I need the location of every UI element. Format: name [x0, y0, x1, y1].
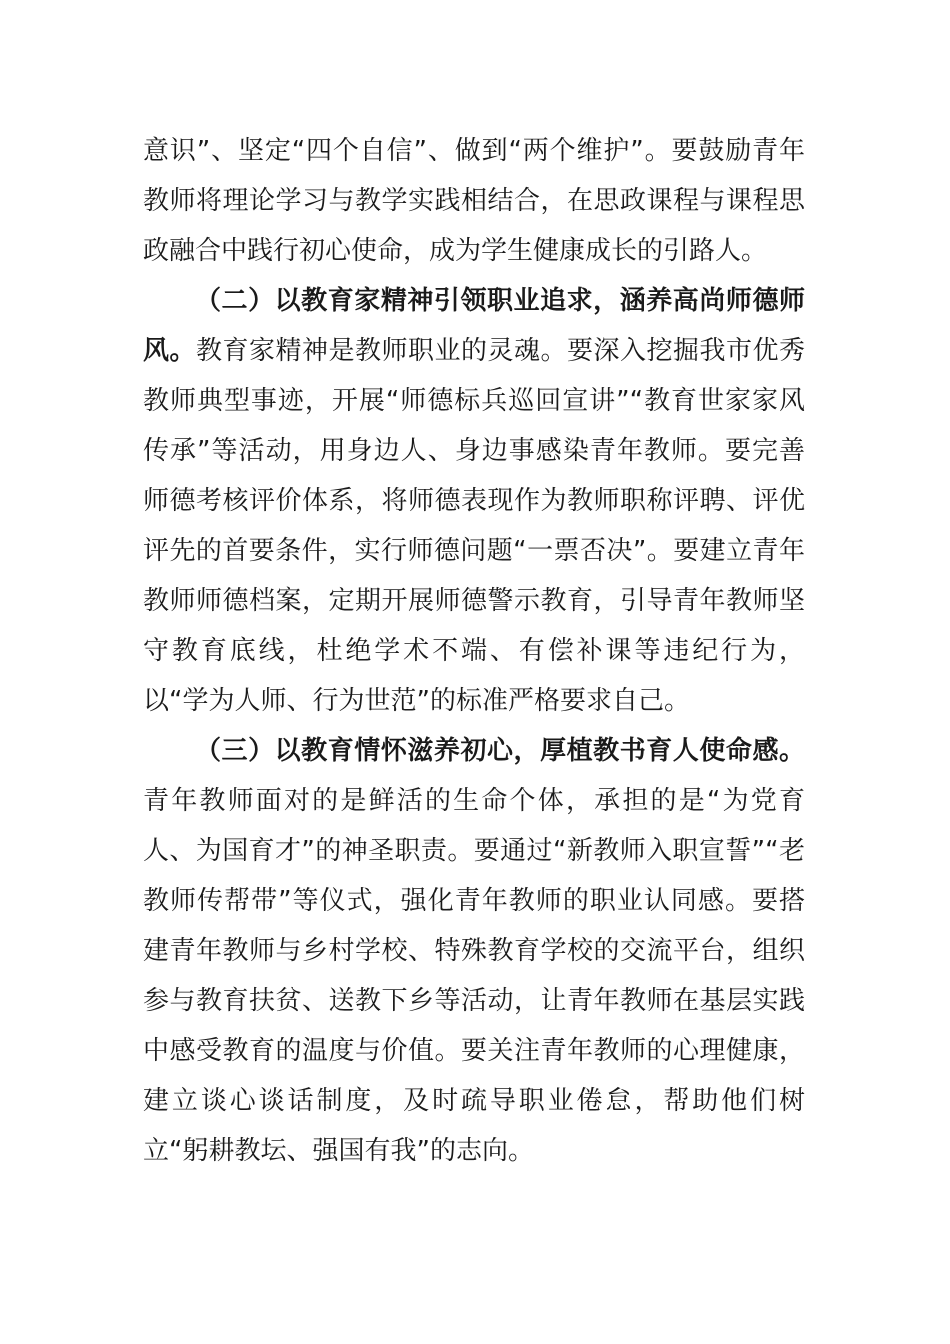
section-heading: （三）以教育情怀滋养初心，厚植教书育人使命感。: [195, 736, 805, 766]
paragraph-text: 意识”、坚定“四个自信”、做到“两个维护”。要鼓励青年教师将理论学习与教学实践相结合，在思政课程与课程思政融合中践行初心使命，成为学生健康成长的引路人。: [143, 136, 805, 266]
paragraph-section-2: [143, 276, 805, 726]
paragraph-text: 青年教师面对的是鲜活的生命个体，承担的是“为党育人、为国育才”的神圣职责。要通过“新教师入职宣誓”“老教师传帮带”等仪式，强化青年教师的职业认同感。要搭建青年教师与乡村学校、特殊教育学校的交流平台，组织参与教育扶贫、送教下乡等活动，让青年教师在基层实践中感受教育的温度与价值。要关注青年教师的心理健康，建立谈心谈话制度，及时疏导职业倦怠，帮助他们树立“躬耕教坛、强国有我”的志向。: [143, 786, 805, 1166]
paragraph-section-3: [143, 726, 805, 1176]
document-body: [143, 126, 805, 1176]
section-heading: （二）以教育家精神引领职业追求，涵养高尚师德师风。: [143, 286, 805, 366]
paragraph-text: 教育家精神是教师职业的灵魂。要深入挖掘我市优秀教师典型事迹，开展“师德标兵巡回宣讲”“教育世家家风传承”等活动，用身边人、身边事感染青年教师。要完善师德考核评价体系，将师德表现作为教师职称评聘、评优评先的首要条件，实行师德问题“一票否决”。要建立青年教师师德档案，定期开展师德警示教育，引导青年教师坚守教育底线，杜绝学术不端、有偿补课等违纪行为，以“学为人师、行为世范”的标准严格要求自己。: [143, 336, 805, 716]
paragraph-continuation: [143, 126, 805, 276]
